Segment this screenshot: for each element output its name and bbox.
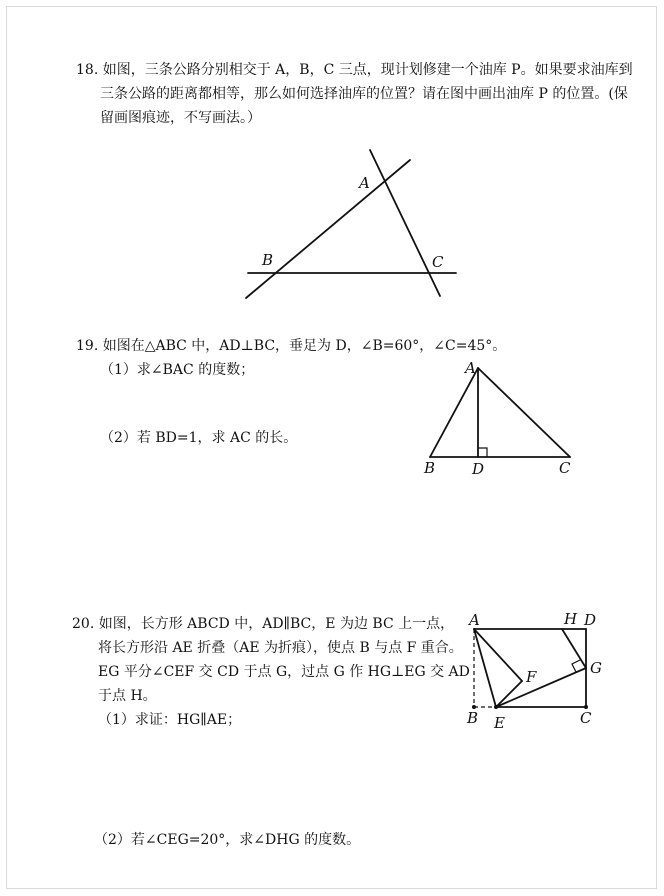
q20-text-line-2: 将长方形沿 AE 折叠（AE 为折痕），使点 B 与点 F 重合。: [98, 640, 463, 656]
q19-stem: 19. 如图在△ABC 中，AD⊥BC，垂足为 D，∠B=60°，∠C=45°。: [76, 338, 507, 354]
q18-label-b: B: [262, 251, 274, 269]
q20-label-h: H: [564, 610, 578, 628]
q20-point-e: [494, 705, 498, 709]
q18-text-line-2: 三条公路的距离都相等，那么如何选择油库的位置？请在图中画出油库 P 的位置。(保: [100, 86, 628, 102]
q19-label-b: B: [424, 459, 436, 477]
q20-label-c: C: [580, 709, 592, 727]
q18-text-line-3: 留画图痕迹，不写画法。）: [100, 110, 261, 126]
q20-label-d: D: [584, 611, 597, 629]
q20-label-a: A: [469, 611, 480, 629]
q20-label-f: F: [526, 668, 537, 686]
q20-part-1: （1）求证：HG∥AE；: [98, 712, 242, 728]
q18-label-c: C: [432, 253, 444, 271]
q19-part-1: （1）求∠BAC 的度数；: [100, 362, 255, 378]
q20-segment-hg: [562, 629, 586, 668]
q19-label-d: D: [472, 460, 485, 478]
q20-label-g: G: [590, 659, 602, 677]
q20-segment-eg: [496, 668, 586, 707]
q18-text-line-1: 18. 如图，三条公路分别相交于 A，B，C 三点，现计划修建一个油库 P。如果要求油库到: [76, 62, 633, 78]
q19-label-a: A: [465, 359, 476, 377]
q18-label-a: A: [359, 174, 370, 192]
q20-text-line-1: 20. 如图，长方形 ABCD 中，AD∥BC，E 为边 BC 上一点，: [72, 616, 455, 632]
q20-segment-ef: [496, 681, 522, 707]
q20-text-line-3: EG 平分∠CEF 交 CD 于点 G，过点 G 作 HG⊥EG 交 AD: [98, 664, 470, 680]
q20-label-e: E: [494, 714, 505, 732]
q19-part-2: （2）若 BD=1，求 AC 的长。: [100, 430, 298, 446]
q19-label-c: C: [559, 459, 571, 477]
q20-part-2: （2）若∠CEG=20°，求∠DHG 的度数。: [94, 832, 361, 848]
q20-text-line-4: 于点 H。: [98, 688, 157, 704]
q20-label-b: B: [467, 709, 479, 727]
